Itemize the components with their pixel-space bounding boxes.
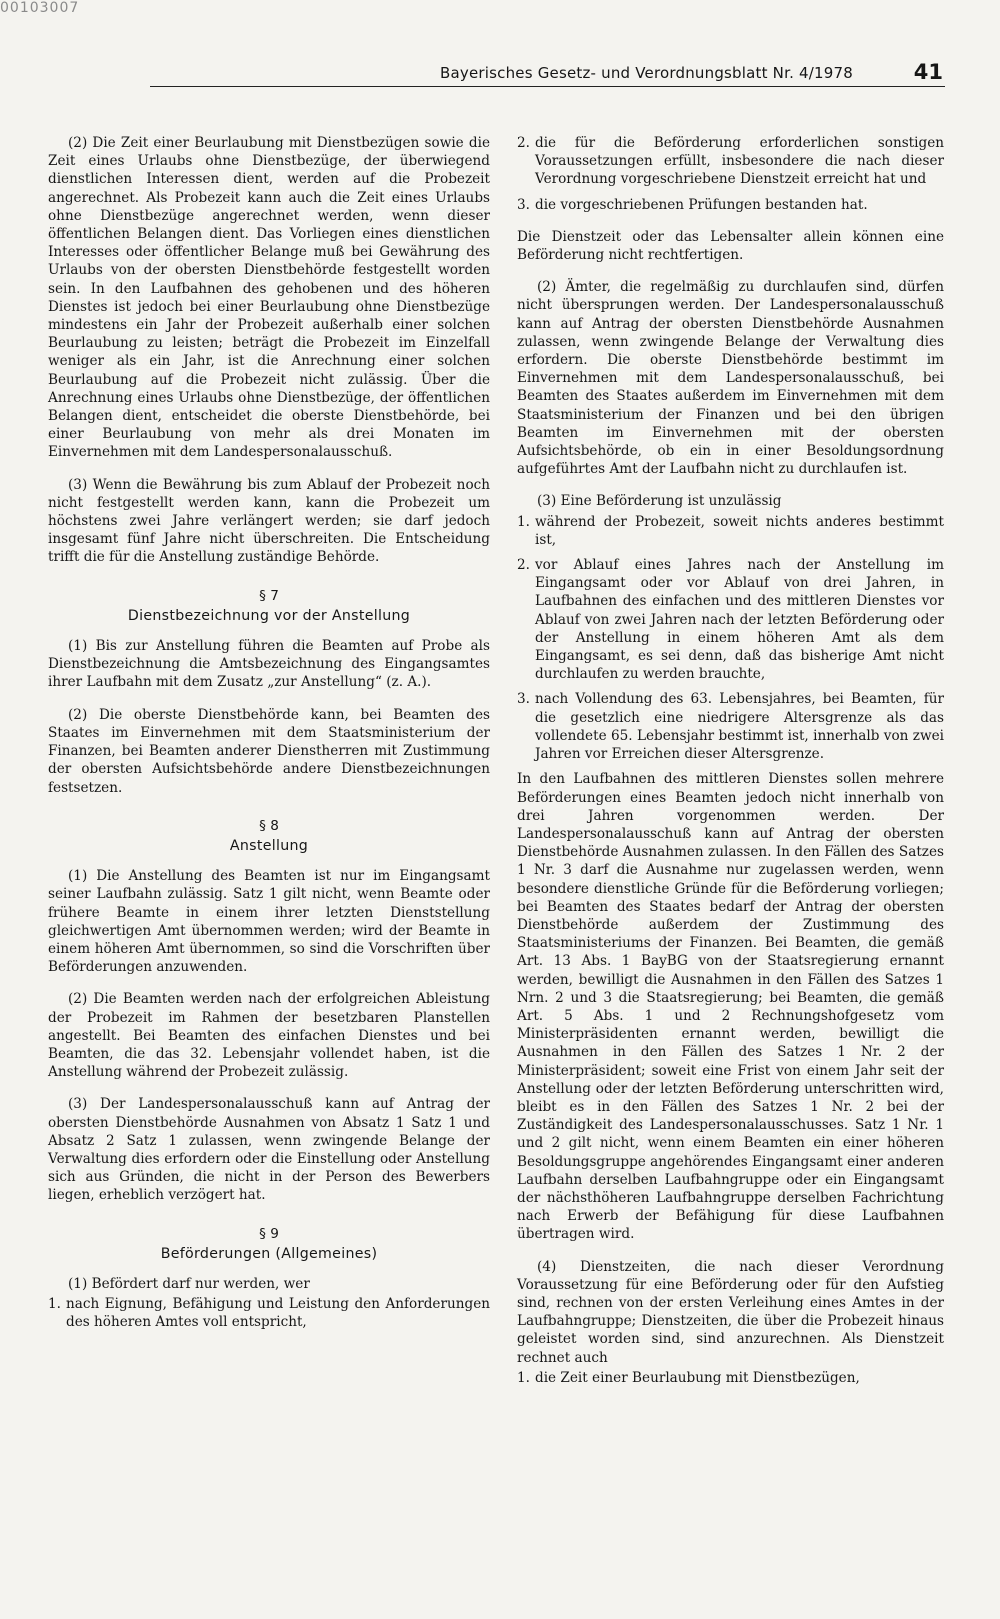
paragraph: (2) Die Zeit einer Beurlaubung mit Dienstbezügen sowie die Zeit eines Urlaubs ohne Dienstbezüge, der überwiegend dienstlichen Interessen dient, werden auf die Probezeit angerechnet. Als Probezeit kann auch die Zeit eines Urlaubs ohne Dienstbezüge angerechnet werden, wenn dieser öffentlichen Belangen dient. Das Vorliegen eines dienstlichen Interesses oder öffentlicher Belange muß bei Gewährung des Urlaubs von der obersten Dienstbehörde festgestellt worden sein. In den Laufbahnen des gehobenen und des höheren Dienstes ist jedoch bei einer Beurlaubung ohne Dienstbezüge mindestens ein Jahr der Probezeit außerhalb einer solchen Beurlaubung zu leisten; beträgt die Probezeit im Einzelfall weniger als ein Jahr, ist die Anrechnung einer solchen Beurlaubung auf die Probezeit nicht zulässig. Über die Anrechnung eines Urlaubs ohne Dienstbezüge, der öffentlichen Belangen dient, entscheidet die oberste Dienstbehörde, bei einer Beurlaubung von mehr als drei Monaten im Einvernehmen mit dem Landespersonalausschuß. xyxy=(48,135,490,461)
paragraph: (4) Dienstzeiten, die nach dieser Verordnung Voraussetzung für eine Beförderung oder für den Aufstieg sind, rechnen von der ersten Verleihung eines Amtes in der Laufbahngruppe; Dienstzeiten, die über die Probezeit hinaus geleistet worden sind, sind anzurechnen. Als Dienstzeit rechnet auch xyxy=(517,1258,944,1366)
list-item xyxy=(517,1369,944,1387)
paragraph: (3) Der Landespersonalausschuß kann auf Antrag der obersten Dienstbehörde Ausnahmen von Absatz 1 Satz 1 und Absatz 2 Satz 1 zulassen, wenn zwingende Belange der Verwaltung dies erfordern oder die Einstellung oder Anstellung sich aus Gründen, die nicht in der Person des Bewerbers liegen, erheblich verzögert hat. xyxy=(48,1096,490,1204)
paragraph: In den Laufbahnen des mittleren Dienstes sollen mehrere Beförderungen eines Beamten jedoch nicht innerhalb von drei Jahren vorgenommen werden. Der Landespersonalausschuß kann auf Antrag der obersten Dienstbehörde Ausnahmen zulassen. In den Fällen des Satzes 1 Nr. 3 darf die Ausnahme nur zugelassen werden, wenn besondere dienstliche Gründe für die Beförderung vorliegen; bei Beamten des Staates bedarf der Antrag der obersten Dienstbehörde außerdem der Zustimmung des Staatsministeriums der Finanzen. Bei Beamten, die gemäß Art. 13 Abs. 1 BayBG von der Staatsregierung ernannt werden, bewilligt die Ausnahmen in den Fällen des Satzes 1 Nrn. 2 und 3 die Staatsregierung; bei Beamten, die gemäß Art. 5 Abs. 1 und 2 Rechnungshofgesetz vom Ministerpräsidenten ernannt werden, bewilligt die Ausnahmen in den Fällen des Satzes 1 Nr. 2 der Ministerpräsident; soweit eine Frist von einem Jahr seit der Anstellung oder der letzten Beförderung unterschritten wird, bleibt es in den Fällen des Satzes 1 Nr. 2 bei der Zuständigkeit des Landespersonalausschusses. Satz 1 Nr. 1 und 2 gilt nicht, wenn einem Beamten ein einer höheren Besoldungsgruppe angehörendes Eingangsamt einer anderen Laufbahn derselben Laufbahngruppe oder ein Eingangsamt der nächsthöheren Laufbahngruppe derselben Fachrichtung nach Erwerb der Befähigung für diese Laufbahnen übertragen wird. xyxy=(517,771,945,1243)
running-title: Bayerisches Gesetz- und Verordnungsblatt Nr. 4/1978 xyxy=(440,64,853,82)
list-item xyxy=(517,513,944,549)
page-number: 41 xyxy=(913,60,943,84)
list-text: die Zeit einer Beurlaubung mit Dienstbezügen, xyxy=(535,1369,860,1386)
list-number: 3. xyxy=(517,196,530,213)
section-title: Beförderungen (Allgemeines) xyxy=(160,1245,378,1262)
list-item xyxy=(517,196,944,214)
list-number: 1. xyxy=(517,1369,530,1386)
section-number: § 8 xyxy=(259,817,279,834)
list-number: 3. xyxy=(517,691,530,708)
list-number: 1. xyxy=(48,1296,61,1313)
paragraph: (2) Die oberste Dienstbehörde kann, bei Beamten des Staates im Einvernehmen mit dem Staatsministerium der Finanzen, bei Beamten anderer Dienstherren mit Zustimmung der obersten Aufsichtsbehörde andere Dienstbezeichnungen festsetzen. xyxy=(48,706,490,796)
paragraph: (3) Wenn die Bewährung bis zum Ablauf der Probezeit noch nicht festgestellt werden kann, kann die Probezeit um höchstens zwei Jahre verlängert werden; sie darf jedoch insgesamt fünf Jahre nicht überschreiten. Die Entscheidung trifft die für die Anstellung zuständige Behörde. xyxy=(48,476,490,566)
list-text: nach Eignung, Befähigung und Leistung den Anforderungen des höheren Amtes voll entspricht, xyxy=(66,1296,490,1331)
section-title: Dienstbezeichnung vor der Anstellung xyxy=(127,607,411,624)
list-text: die für die Beförderung erforderlichen sonstigen Voraussetzungen erfüllt, insbesondere die nach dieser Verordnung vorgeschriebene Dienstzeit erreicht hat und xyxy=(535,135,944,188)
page-header xyxy=(150,56,945,87)
scan-mark: 00103007 xyxy=(0,0,80,16)
list-text: vor Ablauf eines Jahres nach der Anstellung im Eingangsamt oder vor Ablauf von drei Jahren, in Laufbahnen des einfachen und des mittleren Dienstes vor Ablauf von zwei Jahren nach der letzten Beförderung oder der Anstellung in einem höheren Amt als dem Eingangsamt, es sei denn, daß das bisherige Amt nicht durchlaufen zu werden brauchte, xyxy=(535,557,944,683)
list-item xyxy=(48,1295,490,1331)
left-column xyxy=(48,134,490,1339)
list-item xyxy=(517,690,944,763)
section-number: § 9 xyxy=(259,1225,279,1242)
paragraph: (1) Befördert darf nur werden, wer xyxy=(68,1275,310,1292)
list-text: die vorgeschriebenen Prüfungen bestanden hat. xyxy=(535,196,868,213)
list-text: nach Vollendung des 63. Lebensjahres, bei Beamten, für die gesetzlich eine niedrigere Altersgrenze als das vollendete 65. Lebensjahr bestimmt ist, innerhalb von zwei Jahren vor Erreichen dieser Altersgrenze. xyxy=(535,691,944,763)
right-column xyxy=(517,134,944,1394)
list-item xyxy=(517,134,944,189)
paragraph: (2) Ämter, die regelmäßig zu durchlaufen sind, dürfen nicht übersprungen werden. Der Landespersonalausschuß kann auf Antrag der obersten Dienstbehörde Ausnahmen zulassen, wenn zwingende Belange der Verwaltung dies erfordern. Die oberste Dienstbehörde bestimmt im Einvernehmen mit dem Landespersonalausschuß, bei Beamten des Staates außerdem im Einvernehmen mit dem Staatsministerium der Finanzen und bei den übrigen Beamten im Einvernehmen mit der obersten Aufsichtsbehörde, ob ein in einer Besoldungsordnung aufgeführtes Amt der Laufbahn nicht zu durchlaufen ist. xyxy=(517,279,944,478)
paragraph: (2) Die Beamten werden nach der erfolgreichen Ableistung der Probezeit im Rahmen der besetzbaren Planstellen angestellt. Bei Beamten des einfachen Dienstes und bei Beamten, die das 32. Lebensjahr vollendet haben, ist die Anstellung während der Probezeit zulässig. xyxy=(48,991,490,1081)
list-number: 2. xyxy=(517,135,530,151)
section-number: § 7 xyxy=(259,587,279,604)
paragraph: (1) Die Anstellung des Beamten ist nur im Eingangsamt seiner Laufbahn zulässig. Satz 1 gilt nicht, wenn Beamte oder frühere Beamte in einem ihrer letzten Dienststellung gleichwertigen Amt übernommen werden; wird der Beamte in einem höheren Amt übernommen, so sind die Vorschriften über Beförderungen anzuwenden. xyxy=(48,868,490,976)
paragraph: Die Dienstzeit oder das Lebensalter allein können eine Beförderung nicht rechtfertigen. xyxy=(517,228,944,264)
section-title: Anstellung xyxy=(229,837,309,854)
paragraph: (3) Eine Beförderung ist unzulässig xyxy=(537,493,782,510)
paragraph: (1) Bis zur Anstellung führen die Beamten auf Probe als Dienstbezeichnung die Amtsbezeichnung des Eingangsamtes ihrer Laufbahn mit dem Zusatz „zur Anstellung“ (z. A.). xyxy=(48,638,490,691)
list-item xyxy=(517,556,944,683)
list-text: während der Probezeit, soweit nichts anderes bestimmt ist, xyxy=(535,513,944,548)
list-number: 1. xyxy=(517,513,530,530)
list-number: 2. xyxy=(517,557,530,574)
